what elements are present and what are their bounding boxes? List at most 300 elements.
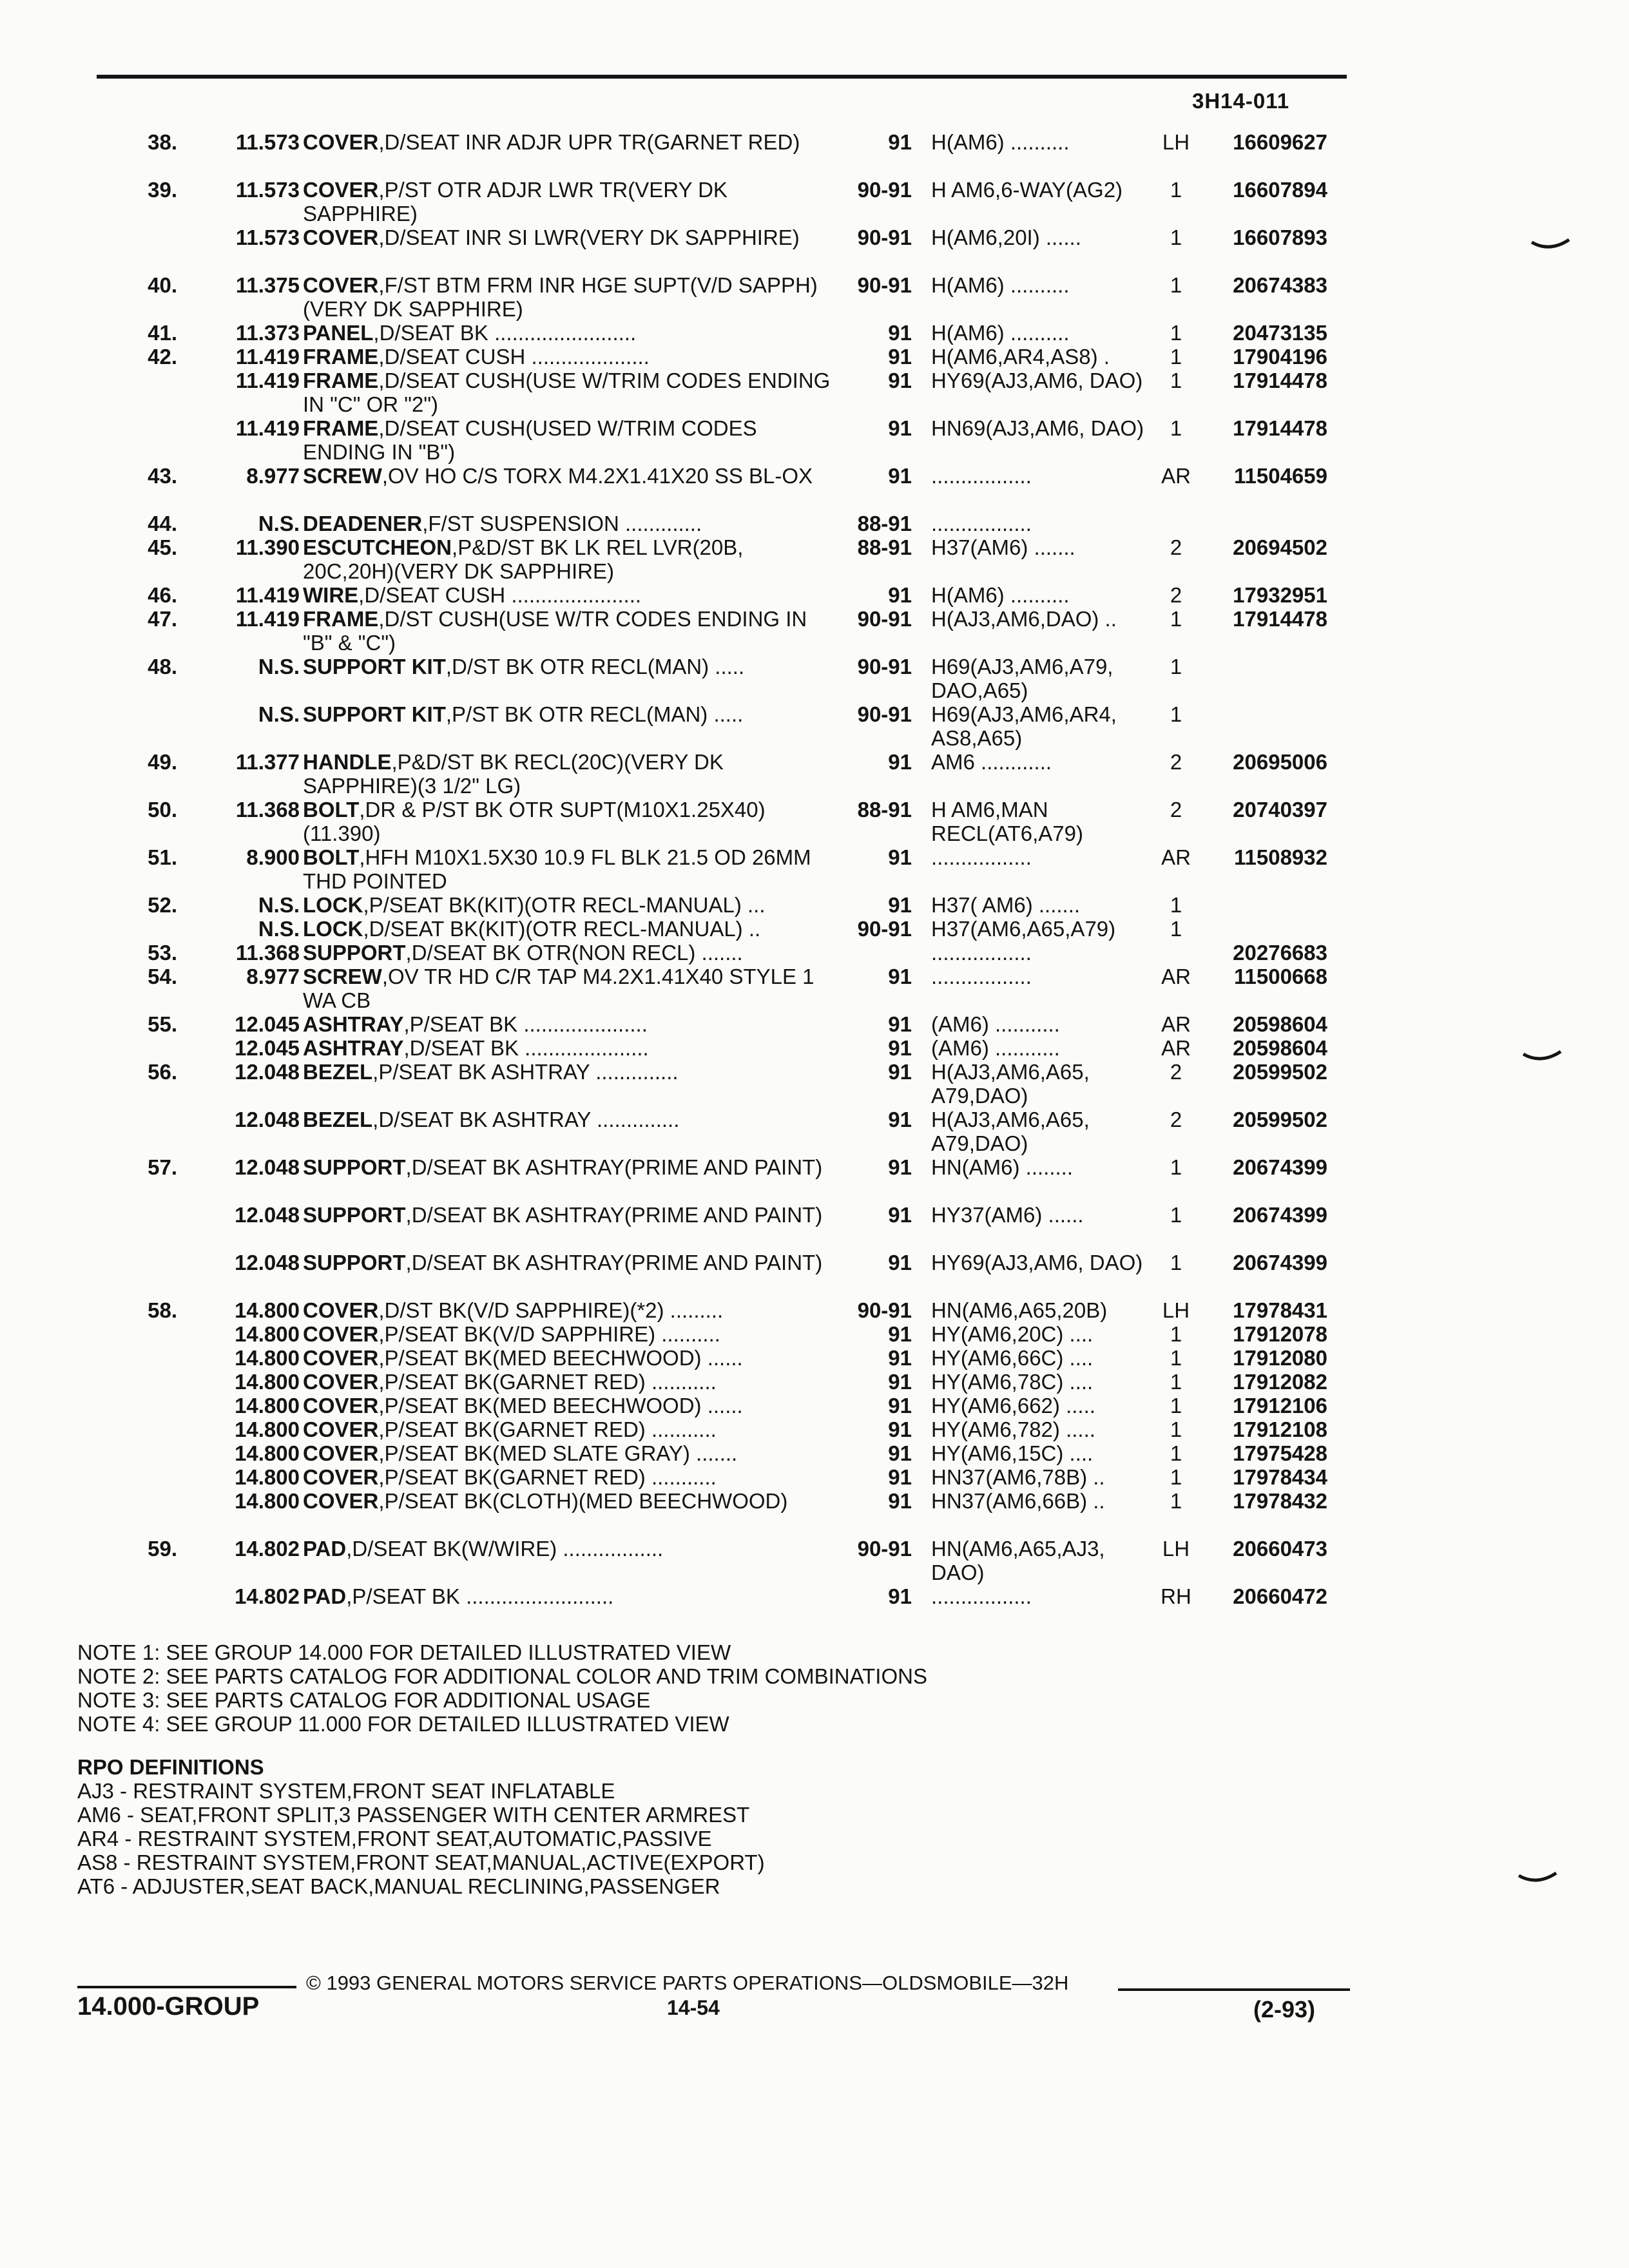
table-row: [0, 750, 1629, 798]
ref-number: 51.: [148, 845, 177, 869]
footer-page-number: 14-54: [667, 1996, 720, 2019]
usage-codes: HN37(AM6,66B) ..: [931, 1489, 1105, 1513]
group-number: 11.573: [235, 226, 300, 249]
part-detail: ,D/SEAT CUSH(USED W/TRIM CODES ENDING IN "B"): [303, 416, 757, 464]
usage-codes: HY69(AJ3,AM6, DAO): [931, 1251, 1143, 1274]
part-number: 16607894: [1233, 178, 1327, 202]
part-detail: ,P/SEAT BK ASHTRAY ..............: [372, 1060, 679, 1084]
part-detail: ,D/SEAT BK ........................: [373, 321, 637, 345]
part-number: 17912108: [1233, 1418, 1327, 1441]
group-number: 12.048: [235, 1203, 300, 1227]
part-detail: ,OV TR HD C/R TAP M4.2X1.41X40 STYLE 1 WA CB: [303, 965, 815, 1012]
group-number: 14.800: [235, 1465, 300, 1489]
part-name: BOLT: [303, 798, 360, 822]
part-detail: ,D/SEAT BK(KIT)(OTR RECL-MANUAL) ..: [363, 917, 761, 941]
model-years: 91: [888, 1036, 912, 1060]
part-description: [303, 1394, 831, 1418]
group-number: 12.048: [235, 1108, 300, 1131]
table-row: [0, 798, 1629, 845]
part-detail: ,P/SEAT BK(GARNET RED) ...........: [378, 1465, 717, 1489]
model-years: 88-91: [857, 535, 912, 559]
quantity: RH: [1161, 1584, 1191, 1608]
part-description: [303, 1465, 831, 1489]
quantity: 1: [1170, 1346, 1182, 1370]
part-number: 20599502: [1233, 1060, 1327, 1084]
part-detail: ,P/SEAT BK(MED BEECHWOOD) ......: [378, 1346, 743, 1370]
part-number: 20695006: [1233, 750, 1327, 774]
quantity: 2: [1170, 1060, 1182, 1084]
quantity: 1: [1170, 226, 1182, 249]
part-name: SUPPORT: [303, 1155, 406, 1179]
part-name: SUPPORT KIT: [303, 702, 446, 726]
model-years: 91: [888, 1060, 912, 1084]
part-number: 20599502: [1233, 1108, 1327, 1131]
model-years: 88-91: [857, 512, 912, 535]
usage-codes: H37(AM6) .......: [931, 535, 1075, 559]
usage-codes: H(AJ3,AM6,DAO) ..: [931, 607, 1117, 631]
group-number: N.S.: [258, 655, 300, 678]
part-description: [303, 1060, 831, 1084]
part-number: 20674399: [1233, 1203, 1327, 1227]
part-name: LOCK: [303, 917, 363, 941]
part-description: [303, 1537, 831, 1561]
model-years: 91: [888, 1394, 912, 1418]
ref-number: 45.: [148, 535, 177, 559]
rpo-item-aj3: AJ3 - RESTRAINT SYSTEM,FRONT SEAT INFLATABLE: [77, 1779, 615, 1803]
usage-codes: H69(AJ3,AM6,AR4, AS8,A65): [931, 702, 1117, 750]
part-detail: ,D/ST CUSH(USE W/TR CODES ENDING IN "B" & "C"): [303, 607, 807, 655]
part-detail: ,P&D/ST BK LK REL LVR(20B, 20C,20H)(VERY DK SAPPHIRE): [303, 535, 744, 583]
part-name: COVER: [303, 1322, 379, 1346]
model-years: 91: [888, 845, 912, 869]
footer-rule-left: [77, 1986, 296, 1988]
usage-codes: .................: [931, 512, 1032, 535]
part-name: COVER: [303, 178, 379, 202]
table-row: [0, 965, 1629, 1012]
part-description: [303, 583, 831, 607]
part-detail: ,D/SEAT INR SI LWR(VERY DK SAPPHIRE): [378, 226, 800, 249]
table-row: [0, 1441, 1629, 1465]
quantity: 1: [1170, 321, 1182, 345]
table-row: [0, 941, 1629, 965]
table-row: [0, 1489, 1629, 1537]
part-name: COVER: [303, 1418, 379, 1441]
usage-codes: .................: [931, 965, 1032, 988]
part-description: [303, 1418, 831, 1441]
part-number: 20598604: [1233, 1012, 1327, 1036]
model-years: 91: [888, 130, 912, 154]
ref-number: 53.: [148, 941, 177, 965]
group-number: 14.800: [235, 1418, 300, 1441]
usage-codes: HN37(AM6,78B) ..: [931, 1465, 1105, 1489]
table-row: [0, 512, 1629, 535]
usage-codes: H AM6,6-WAY(AG2): [931, 178, 1123, 202]
model-years: 91: [888, 369, 912, 392]
part-number: 17912080: [1233, 1346, 1327, 1370]
ref-number: 46.: [148, 583, 177, 607]
part-name: FRAME: [303, 369, 379, 392]
rpo-title: RPO DEFINITIONS: [77, 1755, 264, 1779]
table-row: [0, 321, 1629, 345]
model-years: 91: [888, 1108, 912, 1131]
usage-codes: AM6 ............: [931, 750, 1052, 774]
group-number: 11.573: [235, 130, 300, 154]
model-years: 91: [888, 1322, 912, 1346]
group-number: N.S.: [258, 702, 300, 726]
footer-copyright: © 1993 GENERAL MOTORS SERVICE PARTS OPERATIONS—OLDSMOBILE—32H: [306, 1972, 1069, 1994]
part-detail: ,D/ST BK OTR RECL(MAN) .....: [445, 655, 745, 678]
part-description: [303, 1441, 831, 1465]
usage-codes: HY(AM6,782) .....: [931, 1418, 1095, 1441]
usage-codes: H AM6,MAN RECL(AT6,A79): [931, 798, 1083, 845]
group-number: 14.802: [235, 1584, 300, 1608]
part-number: 17912106: [1233, 1394, 1327, 1418]
usage-codes: .................: [931, 845, 1032, 869]
part-name: COVER: [303, 1298, 379, 1322]
usage-codes: H69(AJ3,AM6,A79, DAO,A65): [931, 655, 1113, 702]
part-number: 20660473: [1233, 1537, 1327, 1561]
footer-date: (2-93): [1253, 1996, 1316, 2023]
part-name: ESCUTCHEON: [303, 535, 452, 559]
quantity: 1: [1170, 655, 1182, 678]
quantity: AR: [1161, 1036, 1191, 1060]
note-4: NOTE 4: SEE GROUP 11.000 FOR DETAILED ILLUSTRATED VIEW: [77, 1712, 729, 1736]
part-description: [303, 1298, 831, 1322]
usage-codes: H(AJ3,AM6,A65, A79,DAO): [931, 1108, 1090, 1155]
part-number: 20674399: [1233, 1155, 1327, 1179]
model-years: 91: [888, 1346, 912, 1370]
ref-number: 44.: [148, 512, 177, 535]
part-description: [303, 345, 831, 369]
quantity: 1: [1170, 1418, 1182, 1441]
quantity: 1: [1170, 1251, 1182, 1274]
table-row: [0, 226, 1629, 273]
group-number: 11.373: [235, 321, 300, 345]
part-detail: ,F/ST BTM FRM INR HGE SUPT(V/D SAPPH)(VERY DK SAPPHIRE): [303, 273, 818, 321]
part-name: SUPPORT KIT: [303, 655, 446, 678]
rpo-definitions: [77, 1755, 765, 1898]
part-detail: ,OV HO C/S TORX M4.2X1.41X20 SS BL-OX: [381, 464, 813, 488]
part-number: 20674383: [1233, 273, 1327, 297]
quantity: 1: [1170, 607, 1182, 631]
part-description: [303, 1036, 831, 1060]
part-number: 20598604: [1233, 1036, 1327, 1060]
part-name: FRAME: [303, 416, 379, 440]
ref-number: 39.: [148, 178, 177, 202]
part-number: 17914478: [1233, 607, 1327, 631]
model-years: 91: [888, 965, 912, 988]
part-description: [303, 941, 831, 965]
page-code: 3H14-011: [1192, 89, 1290, 113]
part-description: [303, 798, 831, 845]
model-years: 91: [888, 321, 912, 345]
table-row: [0, 655, 1629, 702]
part-name: COVER: [303, 1441, 379, 1465]
part-number: 17975428: [1233, 1441, 1327, 1465]
part-number: 17904196: [1233, 345, 1327, 369]
table-row: [0, 607, 1629, 655]
part-number: 17932951: [1233, 583, 1327, 607]
quantity: 1: [1170, 917, 1182, 941]
table-row: [0, 583, 1629, 607]
usage-codes: .................: [931, 1584, 1032, 1608]
part-description: [303, 1584, 831, 1608]
group-number: 14.800: [235, 1298, 300, 1322]
ref-number: 56.: [148, 1060, 177, 1084]
part-name: SCREW: [303, 464, 382, 488]
table-row: [0, 1036, 1629, 1060]
usage-codes: (AM6) ...........: [931, 1036, 1060, 1060]
model-years: 90-91: [857, 655, 912, 678]
part-description: [303, 655, 831, 678]
group-number: 14.802: [235, 1537, 300, 1561]
model-years: 91: [888, 1155, 912, 1179]
usage-codes: (AM6) ...........: [931, 1012, 1060, 1036]
quantity: AR: [1161, 965, 1191, 988]
model-years: 90-91: [857, 607, 912, 631]
ref-number: 58.: [148, 1298, 177, 1322]
footer-group: 14.000-GROUP: [77, 1992, 260, 2021]
part-description: [303, 130, 831, 154]
group-number: 11.375: [235, 273, 300, 297]
model-years: 90-91: [857, 702, 912, 726]
part-description: [303, 369, 831, 416]
group-number: 8.977: [246, 965, 300, 988]
part-number: 17912078: [1233, 1322, 1327, 1346]
group-number: 11.368: [235, 941, 300, 965]
model-years: 91: [888, 1251, 912, 1274]
table-row: [0, 1322, 1629, 1346]
binder-hole-mark-icon: [1530, 238, 1570, 251]
part-name: BEZEL: [303, 1108, 373, 1131]
rpo-item-ar4: AR4 - RESTRAINT SYSTEM,FRONT SEAT,AUTOMATIC,PASSIVE: [77, 1827, 712, 1850]
quantity: 1: [1170, 1465, 1182, 1489]
table-row: [0, 535, 1629, 583]
part-description: [303, 535, 831, 583]
quantity: 1: [1170, 702, 1182, 726]
table-row: [0, 345, 1629, 369]
part-detail: ,F/ST SUSPENSION .............: [422, 512, 702, 535]
quantity: 1: [1170, 345, 1182, 369]
group-number: 12.048: [235, 1251, 300, 1274]
table-row: [0, 1203, 1629, 1251]
table-row: [0, 1418, 1629, 1441]
part-name: FRAME: [303, 345, 379, 369]
usage-codes: .................: [931, 464, 1032, 488]
usage-codes: HY37(AM6) ......: [931, 1203, 1084, 1227]
part-description: [303, 1108, 831, 1131]
table-row: [0, 273, 1629, 321]
part-number: 16609627: [1233, 130, 1327, 154]
part-number: 20660472: [1233, 1584, 1327, 1608]
quantity: 1: [1170, 1441, 1182, 1465]
part-number: 11504659: [1233, 464, 1327, 488]
part-description: [303, 1322, 831, 1346]
ref-number: 41.: [148, 321, 177, 345]
part-number: 20276683: [1233, 941, 1327, 965]
usage-codes: HY69(AJ3,AM6, DAO): [931, 369, 1143, 392]
ref-number: 50.: [148, 798, 177, 822]
footer-rule-right: [1118, 1988, 1350, 1991]
group-number: 14.800: [235, 1489, 300, 1513]
group-number: N.S.: [258, 512, 300, 535]
part-detail: ,D/SEAT BK ASHTRAY(PRIME AND PAINT): [405, 1203, 823, 1227]
part-detail: ,D/SEAT BK ASHTRAY ..............: [372, 1108, 680, 1131]
part-number: 17912082: [1233, 1370, 1327, 1394]
usage-codes: HN(AM6,A65,20B): [931, 1298, 1108, 1322]
part-detail: ,P/SEAT BK(CLOTH)(MED BEECHWOOD): [378, 1489, 788, 1513]
group-number: 12.045: [235, 1012, 300, 1036]
part-detail: ,P/SEAT BK(GARNET RED) ...........: [378, 1418, 717, 1441]
part-description: [303, 702, 831, 726]
usage-codes: HY(AM6,15C) ....: [931, 1441, 1094, 1465]
group-number: 12.048: [235, 1060, 300, 1084]
part-description: [303, 917, 831, 941]
table-row: [0, 702, 1629, 750]
quantity: 1: [1170, 178, 1182, 202]
part-name: COVER: [303, 1370, 379, 1394]
table-row: [0, 1298, 1629, 1322]
part-number: 17978434: [1233, 1465, 1327, 1489]
part-name: COVER: [303, 273, 379, 297]
table-row: [0, 464, 1629, 512]
ref-number: 49.: [148, 750, 177, 774]
ref-number: 48.: [148, 655, 177, 678]
part-name: PANEL: [303, 321, 374, 345]
note-1: NOTE 1: SEE GROUP 14.000 FOR DETAILED ILLUSTRATED VIEW: [77, 1640, 731, 1664]
part-detail: ,P/SEAT BK(V/D SAPPHIRE) ..........: [378, 1322, 720, 1346]
ref-number: 42.: [148, 345, 177, 369]
model-years: 90-91: [857, 917, 912, 941]
part-detail: ,D/SEAT BK ASHTRAY(PRIME AND PAINT): [405, 1155, 823, 1179]
table-row: [0, 1251, 1629, 1298]
quantity: 2: [1170, 798, 1182, 822]
rpo-item-at6: AT6 - ADJUSTER,SEAT BACK,MANUAL RECLINING,PASSENGER: [77, 1874, 720, 1898]
part-description: [303, 416, 831, 464]
table-row: [0, 1465, 1629, 1489]
part-number: 16607893: [1233, 226, 1327, 249]
quantity: AR: [1161, 464, 1191, 488]
quantity: 2: [1170, 750, 1182, 774]
quantity: 1: [1170, 273, 1182, 297]
group-number: 14.800: [235, 1394, 300, 1418]
part-detail: ,HFH M10X1.5X30 10.9 FL BLK 21.5 OD 26MM THD POINTED: [303, 845, 811, 893]
model-years: 91: [888, 416, 912, 440]
part-name: ASHTRAY: [303, 1036, 404, 1060]
quantity: 2: [1170, 583, 1182, 607]
table-row: [0, 1394, 1629, 1418]
usage-codes: HY(AM6,78C) ....: [931, 1370, 1094, 1394]
group-number: 8.900: [246, 845, 300, 869]
model-years: 91: [888, 1370, 912, 1394]
table-row: [0, 369, 1629, 416]
top-rule: [97, 75, 1347, 79]
part-number: 20473135: [1233, 321, 1327, 345]
model-years: 91: [888, 583, 912, 607]
model-years: 90-91: [857, 178, 912, 202]
group-number: 11.377: [235, 750, 300, 774]
part-name: FRAME: [303, 607, 379, 631]
part-detail: ,P/SEAT BK(GARNET RED) ...........: [378, 1370, 717, 1394]
part-description: [303, 1251, 831, 1274]
model-years: 91: [888, 464, 912, 488]
part-number: 20694502: [1233, 535, 1327, 559]
part-name: PAD: [303, 1584, 347, 1608]
part-number: 17978432: [1233, 1489, 1327, 1513]
table-row: [0, 1584, 1629, 1608]
table-row: [0, 130, 1629, 178]
quantity: LH: [1162, 130, 1190, 154]
table-row: [0, 1108, 1629, 1155]
table-row: [0, 416, 1629, 464]
ref-number: 40.: [148, 273, 177, 297]
part-number: 11500668: [1233, 965, 1327, 988]
part-name: ASHTRAY: [303, 1012, 404, 1036]
group-number: 14.800: [235, 1346, 300, 1370]
part-description: [303, 893, 831, 917]
quantity: 1: [1170, 1203, 1182, 1227]
part-name: BOLT: [303, 845, 360, 869]
quantity: 1: [1170, 1155, 1182, 1179]
table-row: [0, 1370, 1629, 1394]
part-detail: ,P/SEAT BK(MED BEECHWOOD) ......: [378, 1394, 743, 1418]
part-name: SCREW: [303, 965, 382, 988]
part-name: SUPPORT: [303, 941, 406, 965]
model-years: 90-91: [857, 226, 912, 249]
usage-codes: H37( AM6) .......: [931, 893, 1081, 917]
part-description: [303, 1346, 831, 1370]
rpo-item-am6: AM6 - SEAT,FRONT SPLIT,3 PASSENGER WITH CENTER ARMREST: [77, 1803, 750, 1827]
quantity: LH: [1162, 1298, 1190, 1322]
model-years: 90-91: [857, 273, 912, 297]
part-description: [303, 226, 831, 249]
part-name: PAD: [303, 1537, 347, 1561]
quantity: AR: [1161, 1012, 1191, 1036]
group-number: N.S.: [258, 893, 300, 917]
model-years: 91: [888, 1465, 912, 1489]
group-number: 11.419: [235, 416, 300, 440]
usage-codes: H(AM6) ..........: [931, 321, 1070, 345]
part-name: LOCK: [303, 893, 363, 917]
ref-number: 55.: [148, 1012, 177, 1036]
parts-table: [0, 130, 1629, 1608]
quantity: 1: [1170, 1489, 1182, 1513]
quantity: 1: [1170, 893, 1182, 917]
model-years: 91: [888, 750, 912, 774]
model-years: 91: [888, 893, 912, 917]
part-description: [303, 965, 831, 1012]
part-description: [303, 1203, 831, 1227]
usage-codes: H(AM6) ..........: [931, 583, 1070, 607]
rpo-item-as8: AS8 - RESTRAINT SYSTEM,FRONT SEAT,MANUAL,ACTIVE(EXPORT): [77, 1850, 765, 1874]
part-detail: ,P/ST BK OTR RECL(MAN) .....: [445, 702, 744, 726]
part-detail: ,P/SEAT BK(MED SLATE GRAY) .......: [378, 1441, 738, 1465]
usage-codes: HN(AM6) ........: [931, 1155, 1074, 1179]
table-row: [0, 917, 1629, 941]
table-row: [0, 178, 1629, 226]
note-2: NOTE 2: SEE PARTS CATALOG FOR ADDITIONAL COLOR AND TRIM COMBINATIONS: [77, 1664, 927, 1688]
part-detail: ,P/ST OTR ADJR LWR TR(VERY DK SAPPHIRE): [303, 178, 728, 226]
part-number: 17914478: [1233, 369, 1327, 392]
part-description: [303, 607, 831, 655]
part-number: 20674399: [1233, 1251, 1327, 1274]
group-number: 11.419: [235, 607, 300, 631]
part-detail: ,D/ST BK(V/D SAPPHIRE)(*2) .........: [378, 1298, 724, 1322]
note-3: NOTE 3: SEE PARTS CATALOG FOR ADDITIONAL USAGE: [77, 1688, 651, 1712]
usage-codes: HY(AM6,66C) ....: [931, 1346, 1094, 1370]
quantity: 1: [1170, 369, 1182, 392]
part-name: COVER: [303, 1394, 379, 1418]
